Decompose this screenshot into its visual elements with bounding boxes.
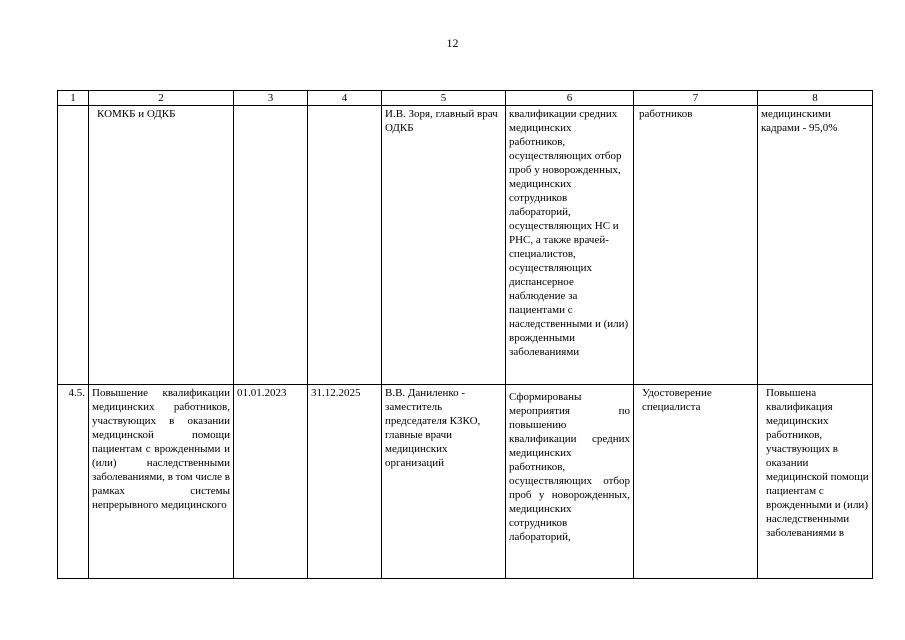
plan-table (57, 90, 873, 579)
start-date-cell (234, 106, 308, 385)
result-cell: квалификации средних медицинских работников, осуществляющих отбор проб у новорожденных, медицинских сотрудников лабораторий, осуществляющих НС и РНС, а также врачей-специалистов, осуществляющих диспансерное наблюдение за пациентами с наследственными и (или) врожденными заболеваниями (506, 106, 634, 385)
header-col-7: 7 (634, 91, 758, 106)
document-cell: Удостоверение специалиста (634, 385, 758, 579)
row-number-cell (58, 106, 89, 385)
activity-cell: Повышение квалификации медицинских работников, участвующих в оказании медицинской помощи пациентам с врожденными и (или) наследственными заболеваниями, в том числе в рамках системы непрерывного медицинского (89, 385, 234, 579)
header-col-3: 3 (234, 91, 308, 106)
header-col-4: 4 (308, 91, 382, 106)
row-number-cell: 4.5. (58, 385, 89, 579)
header-col-2: 2 (89, 91, 234, 106)
result-cell: Сформированы мероприятия по повышению квалификации средних медицинских работников, осуществляющих отбор проб у новорожденных, медицинских сотрудников лабораторий, (506, 385, 634, 579)
activity-cell: КОМКБ и ОДКБ (89, 106, 234, 385)
header-col-6: 6 (506, 91, 634, 106)
indicator-cell: Повышена квалификация медицинских работников, участвующих в оказании медицинской помощи пациентам с врожденными и (или) наследственными заболеваниями в (758, 385, 873, 579)
indicator-cell: медицинскими кадрами - 95,0% (758, 106, 873, 385)
responsible-cell: В.В. Даниленко - заместитель председателя КЗКО, главные врачи медицинских организаций (382, 385, 506, 579)
document-cell: работников (634, 106, 758, 385)
table-row (58, 106, 873, 385)
table-row (58, 385, 873, 579)
header-col-8: 8 (758, 91, 873, 106)
end-date-cell (308, 106, 382, 385)
end-date-cell: 31.12.2025 (308, 385, 382, 579)
page-number: 12 (446, 36, 459, 50)
header-row (58, 91, 873, 106)
start-date-cell: 01.01.2023 (234, 385, 308, 579)
header-col-1: 1 (58, 91, 89, 106)
header-col-5: 5 (382, 91, 506, 106)
responsible-cell: И.В. Зоря, главный врач ОДКБ (382, 106, 506, 385)
